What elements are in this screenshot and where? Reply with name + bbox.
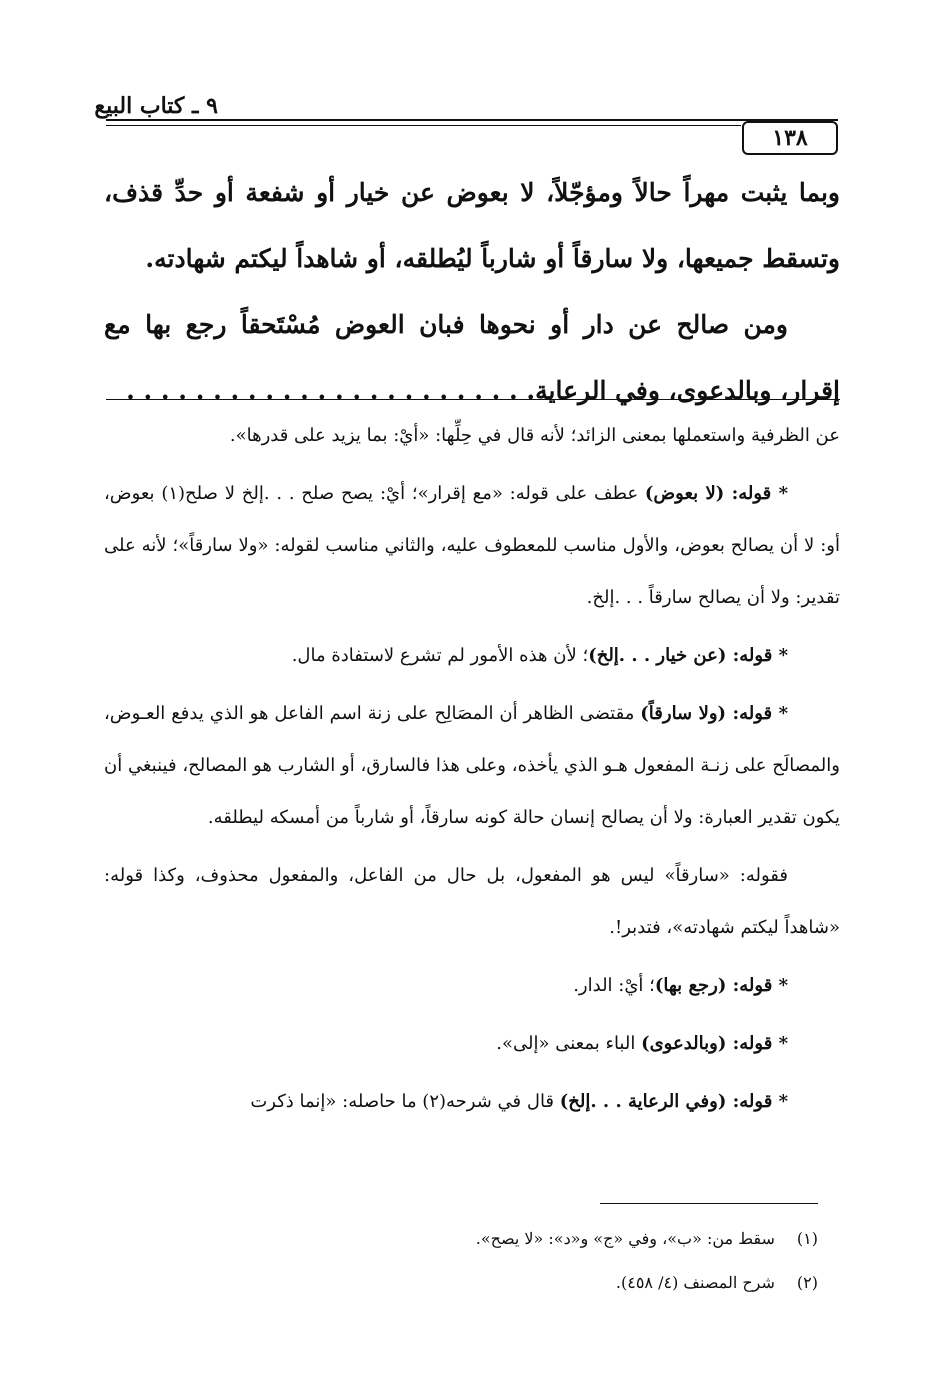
page-number: ١٣٨ <box>742 121 838 155</box>
main-paragraph-1: وبما يثبت مهراً حالاً ومؤجّلاً، لا بعوض عن خيار أو شفعة أو حدِّ قذف، وتسقط جميعها، ولا سارقاً أو شارباً ليُطلقه، أو شاهداً ليكتم شهادته. <box>104 178 840 273</box>
commentary-text: مقتضى الظاهر أن المصَالِح على زنة اسم الفاعل هو الذي يدفع العـوض، والمصالَح على زنـة المفعول هـو الذي يأخذه، وعلى هذا فالسارق، أو الشارب هو المصالح، فينبغي أن يكون تقدير العبارة: ولا أن يصالح إنسان حالة كونه سارقاً، أو شارباً من أمسكه ليطلقه. <box>104 703 840 828</box>
commentary-para-3 <box>104 630 840 682</box>
commentary-marker: * قوله: (ولا سارقاً) <box>640 703 788 724</box>
commentary-text: عطف على قوله: «مع إقرار»؛ أيْ: يصح صلح . . .إلخ لا صلح(١) بعوض، أو: لا أن يصالح بعوض، والأول مناسب للمعطوف عليه، والثاني مناسب لقوله: «ولا سارقاً»؛ لأنه على تقدير: ولا أن يصالح سارقاً . . .إلخ. <box>104 483 840 608</box>
main-paragraph-2: ومن صالح عن دار أو نحوها فبان العوض مُسْتَحقاً رجع بها مع إقرار، وبالدعوى، وفي الرعاية. . . . . . . . . . . . . . . . . . . . . . . . <box>104 310 840 405</box>
commentary-text: ؛ لأن هذه الأمور لم تشرع لاستفادة مال. <box>291 645 589 666</box>
footnote-1 <box>104 1226 818 1252</box>
commentary-para-2 <box>104 468 840 624</box>
header-rule-top <box>106 119 838 121</box>
footnote-text: شرح المصنف (٤/ ٤٥٨). <box>615 1273 775 1292</box>
commentary-para-7 <box>104 1018 840 1070</box>
commentary-marker: * قوله: (عن خيار . . .إلخ) <box>588 645 788 666</box>
footnote-text: سقط من: «ب»، وفي «ج» و«د»: «لا يصح». <box>475 1229 775 1248</box>
chapter-title: ٩ ـ كتاب البيع <box>94 93 218 119</box>
commentary-para-1: عن الظرفية واستعملها بمعنى الزائد؛ لأنه قال في حِلِّها: «أيْ: بما يزيد على قدرها». <box>229 425 840 446</box>
commentary <box>104 410 840 1134</box>
commentary-marker: * قوله: (وبالدعوى) <box>641 1033 788 1054</box>
footnote-separator <box>600 1203 818 1204</box>
footnote-number: (٢) <box>796 1273 818 1292</box>
header-rule-bottom <box>106 125 741 126</box>
commentary-para-5: فقوله: «سارقاً» ليس هو المفعول، بل حال من الفاعل، والمفعول محذوف، وكذا قوله: «شاهداً ليكتم شهادته»، فتدبر!. <box>104 865 840 938</box>
commentary-text: ؛ أيْ: الدار. <box>573 975 655 996</box>
commentary-separator <box>106 399 840 400</box>
footnote-number: (١) <box>796 1229 818 1248</box>
commentary-marker: * قوله: (وفي الرعاية . . .إلخ) <box>559 1091 788 1112</box>
commentary-para-8 <box>104 1076 840 1128</box>
commentary-para-4 <box>104 688 840 844</box>
commentary-marker: * قوله: (لا بعوض) <box>644 483 788 504</box>
commentary-para-6 <box>104 960 840 1012</box>
commentary-text: الباء بمعنى «إلى». <box>496 1033 642 1054</box>
commentary-marker: * قوله: (رجع بها) <box>654 975 788 996</box>
main-text <box>104 160 840 424</box>
commentary-text: قال في شرحه(٢) ما حاصله: «إنما ذكرت <box>250 1091 560 1112</box>
footnote-2 <box>104 1270 818 1296</box>
